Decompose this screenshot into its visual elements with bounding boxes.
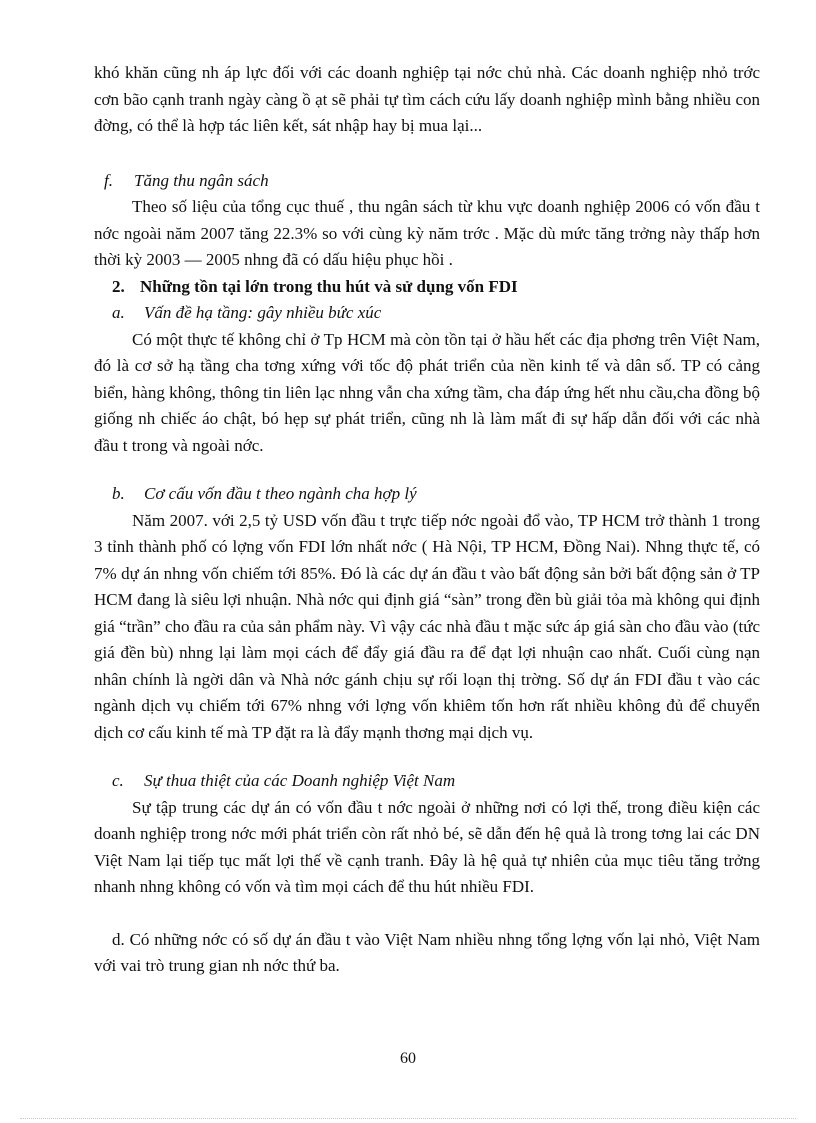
section-a-paragraph: Có một thực tế không chỉ ở Tp HCM mà còn tồn tại ở hầu hết các địa phơng trên Việt Nam, đó là cơ sở hạ tầng cha tơng xứng với tốc độ phát triển của nền kinh tế và dân số. TP có cảng biển, hàng không, thông tin liên lạc nhng vẫn cha xứng tầm, cha đáp ứng hết nhu cầu,cha đồng bộ giống nh chiếc áo chật, bó hẹp sự phát triển, cũng nh là làm mất đi sự hấp dẫn đối với các nhà đầu t trong và ngoài nớc. bbox=[94, 329, 760, 455]
section-a-label: a. bbox=[112, 303, 125, 322]
section-c-title: Sự thua thiệt của các Doanh nghiệp Việt Nam bbox=[144, 771, 456, 790]
section-2-heading bbox=[94, 274, 760, 301]
section-f-title: Tăng thu ngân sách bbox=[134, 170, 269, 190]
section-a-heading bbox=[94, 300, 760, 327]
section-c-label: c. bbox=[112, 771, 124, 790]
section-2-label: 2. bbox=[112, 276, 125, 296]
section-a-title: Vấn đề hạ tầng: gây nhiều bức xúc bbox=[144, 303, 382, 322]
page-number: 60 bbox=[400, 1050, 416, 1067]
section-f-heading bbox=[94, 168, 760, 195]
section-b-heading bbox=[94, 481, 760, 508]
page-bottom-divider bbox=[20, 1118, 796, 1119]
section-b-label: b. bbox=[112, 484, 125, 503]
section-b-title: Cơ cấu vốn đầu t theo ngành cha hợp lý bbox=[144, 484, 417, 503]
section-c-heading bbox=[94, 768, 760, 795]
section-c-paragraph: Sự tập trung các dự án có vốn đầu t nớc ngoài ở những nơi có lợi thế, trong điều kiện các doanh nghiệp trong nớc mới phát triển còn rất nhỏ bé, sẽ dẫn đến hệ quả là trong tơng lai các DN Việt Nam lại tiếp tục mất lợi thế về cạnh tranh. Đây là hệ quả tự nhiên của mục tiêu tăng trởng nhanh nhng không có vốn và tìm mọi cách để thu hút nhiều FDI. bbox=[94, 797, 760, 896]
section-b-paragraph: Năm 2007. với 2,5 tỷ USD vốn đầu t trực tiếp nớc ngoài đổ vào, TP HCM trở thành 1 trong 3 tỉnh thành phố có lợng vốn FDI lớn nhất nớc ( Hà Nội, TP HCM, Đồng Nai). Nhng thực tế, có 7% dự án nhng vốn chiếm tới 85%. Đó là các dự án đầu t vào bất động sản bởi bất động sản ở TP HCM đang là siêu lợi nhuận. Nhà nớc qui định giá “sàn” trong đền bù giải tỏa mà không qui định giá “trần” cho đầu ra của sản phẩm này. Vì vậy các nhà đầu t mặc sức áp giá sàn cho đầu vào (tức giá đền bù) nhng lại làm mọi cách để đẩy giá đầu ra để đạt lợi nhuận cao nhất. Cuối cùng nạn nhân chính là ngời dân và Nhà nớc gánh chịu sự rối loạn thị trờng. Số dự án FDI đầu t vào các ngành dịch vụ chiếm tới 67% nhng với lợng vốn khiêm tốn hơn rất nhiều không đủ để chuyển dịch cơ cấu kinh tế mà TP đặt ra là đẩy mạnh thơng mại dịch vụ. bbox=[94, 510, 760, 742]
page-content bbox=[94, 60, 760, 980]
section-d-paragraph: d. Có những nớc có số dự án đầu t vào Việt Nam nhiều nhng tổng lợng vốn lại nhỏ, Việt Nam với vai trò trung gian nh nớc thứ ba. bbox=[94, 929, 760, 975]
intro-paragraph: khó khăn cũng nh áp lực đối với các doanh nghiệp tại nớc chủ nhà. Các doanh nghiệp nhỏ trớc cơn bão cạnh tranh ngày càng ồ ạt sẽ phải tự tìm cách cứu lấy doanh nghiệp mình bằng nhiều con đờng, có thể là hợp tác liên kết, sát nhập hay bị mua lại... bbox=[94, 63, 760, 135]
section-2-title: Những tồn tại lớn trong thu hút và sử dụng vốn FDI bbox=[140, 276, 518, 296]
section-f-label: f. bbox=[104, 170, 113, 190]
section-f-paragraph: Theo số liệu của tổng cục thuế , thu ngân sách từ khu vực doanh nghiệp 2006 có vốn đầu t nớc ngoài năm 2007 tăng 22.3% so với cùng kỳ năm trớc . Mặc dù mức tăng trởng này thấp hơn thời kỳ 2003 — 2005 nhng đã có dấu hiệu phục hồi . bbox=[94, 197, 760, 269]
